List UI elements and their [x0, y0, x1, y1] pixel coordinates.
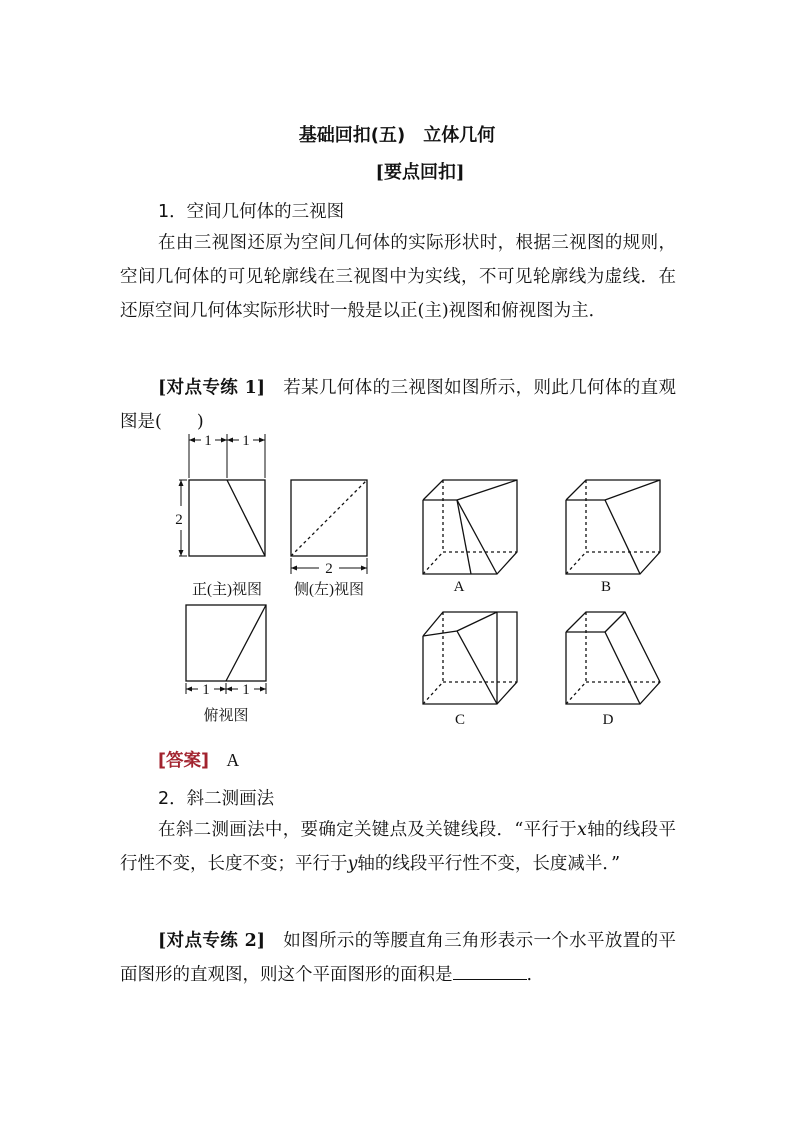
section-1-text: 在由三视图还原为空间几何体的实际形状时，根据三视图的规则，空间几何体的可见轮廓线在三视图中为实线，不可见轮廓线为虚线．在还原空间几何体实际形状时一般是以正(主)视图和俯视图为主．: [120, 233, 676, 321]
top-dim-left: 1: [202, 682, 210, 698]
option-c-solid: [423, 612, 517, 704]
side-view-label: 侧(左)视图: [294, 582, 364, 598]
option-d-solid: [566, 612, 660, 704]
exercise-2-end: .: [526, 965, 533, 985]
top-view-label: 俯视图: [203, 708, 249, 724]
exercise-2-tag: [对点专练 2]: [158, 931, 266, 951]
side-dim-width: 2: [325, 561, 333, 577]
top-view-square: [186, 605, 266, 681]
front-view-square: [189, 480, 265, 556]
option-c-label: C: [454, 712, 466, 728]
section-1-heading: 1．空间几何体的三视图: [158, 202, 345, 222]
option-d-label: D: [602, 712, 614, 728]
option-a-label: A: [453, 579, 465, 595]
option-a-solid: [423, 480, 517, 574]
section-2-text-2: 轴的线段平行性不变，长度不变；平行于: [120, 820, 677, 874]
front-dim-left: 1: [204, 433, 212, 449]
section-2-heading: 2．斜二测画法: [158, 789, 275, 809]
section-2-text: [120, 813, 676, 881]
top-dim-right: 1: [242, 682, 250, 698]
section-2-text-3: 轴的线段平行性不变，长度减半．”: [357, 854, 621, 874]
front-view-label: 正(主)视图: [192, 582, 262, 598]
exercise-2-question: 如图所示的等腰直角三角形表示一个水平放置的平面图形的直观图，则这个平面图形的面积是: [120, 931, 677, 985]
answer-tag: [答案]: [158, 751, 209, 771]
section-2-text-1: 在斜二测画法中，要确定关键点及关键线段．“平行于: [158, 820, 578, 840]
answer-value: A: [226, 750, 240, 770]
exercise-2: [120, 924, 676, 992]
page-title: 基础回扣(五) 立体几何: [298, 125, 496, 146]
answer-blank[interactable]: [453, 961, 527, 980]
option-b-solid: [566, 480, 660, 574]
three-view-figure: [165, 428, 685, 733]
front-view-diagonal: [227, 480, 265, 556]
exercise-1-question: 若某几何体的三视图如图所示，则此几何体的直观图是( ): [120, 378, 677, 432]
exercise-1-tag: [对点专练 1]: [158, 378, 266, 398]
front-dim-height: 2: [175, 512, 183, 528]
option-b-label: B: [600, 579, 612, 595]
var-y: y: [347, 854, 358, 874]
front-dim-right: 1: [242, 433, 250, 449]
side-view-hidden-diagonal: [291, 480, 367, 556]
answer-1: [158, 747, 239, 772]
var-x: x: [577, 820, 587, 840]
section-subtitle: [要点回扣]: [375, 162, 465, 183]
top-view-diagonal: [226, 605, 266, 681]
